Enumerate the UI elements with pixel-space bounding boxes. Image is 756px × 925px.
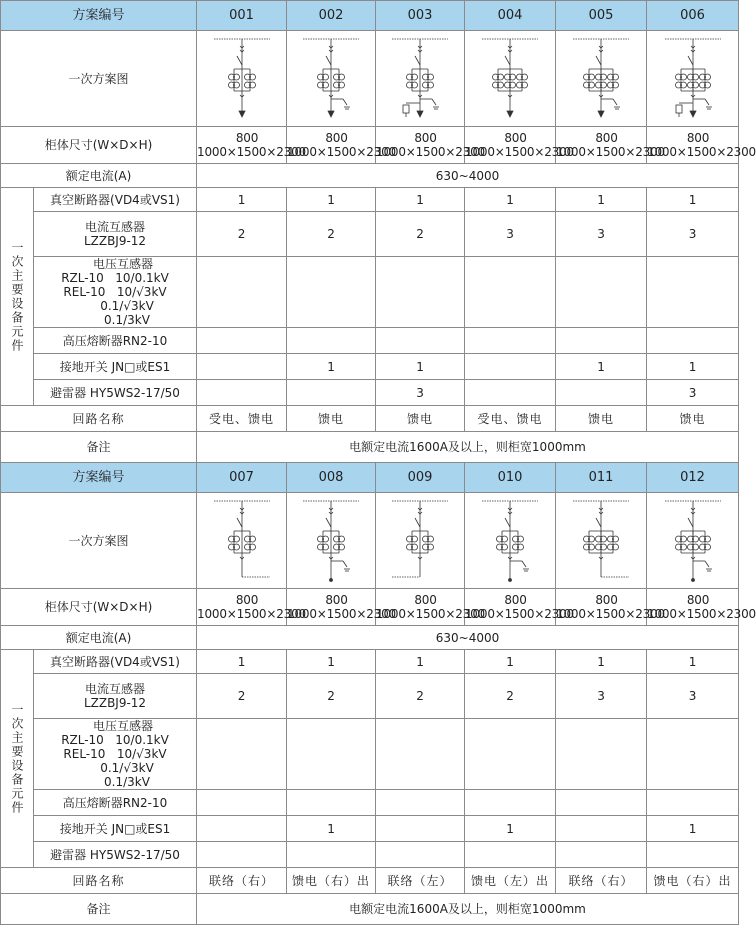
diagram-group: [214, 39, 270, 117]
dimension-wdh: 1000×1500×2300: [287, 145, 396, 159]
ct-qty: 2: [376, 212, 465, 257]
dimension-wdh: 1000×1500×2300: [465, 145, 574, 159]
vcb-qty: 1: [556, 188, 647, 212]
arrester-qty: [376, 842, 465, 868]
vt-qty: [197, 719, 287, 790]
diagram-svg: [212, 497, 272, 585]
fuse-qty: [647, 328, 739, 354]
earthing-switch-qty: [197, 816, 287, 842]
dimension-wdh: 1000×1500×2300: [465, 607, 574, 621]
circuit-name: 馈电（左）出: [465, 868, 556, 894]
fuse-qty: [556, 790, 647, 816]
vt-qty: [287, 257, 376, 328]
cabinet-dimension: [376, 589, 485, 626]
diagram-svg: [663, 497, 723, 585]
dimension-wdh: 1000×1500×2300: [556, 145, 665, 159]
outgoing-arrow: [598, 111, 604, 117]
circuit-name: 馈电（右）出: [287, 868, 376, 894]
fuse-row: [1, 790, 739, 816]
earthing-switch-qty: 1: [287, 816, 376, 842]
earthing-switch-blade: [705, 561, 709, 567]
vcb-qty: 1: [647, 650, 739, 674]
fuse-qty: [647, 790, 739, 816]
arrester-qty: [287, 380, 376, 406]
ct-qty: 2: [287, 212, 376, 257]
ct-qty: 3: [556, 674, 647, 719]
vt-qty: [647, 257, 739, 328]
vcb-qty: 1: [465, 188, 556, 212]
vcb-label: 真空断路器(VD4或VS1): [34, 188, 197, 212]
circuit-name: 联络（左）: [376, 868, 465, 894]
scheme-number: 004: [465, 1, 556, 31]
ct-label: [34, 212, 197, 257]
rated-current-value: 630~4000: [197, 626, 739, 650]
cabinet-dimension: [647, 127, 756, 164]
single-line-diagram: [287, 31, 376, 127]
ct-qty: 2: [465, 674, 556, 719]
rated-current-row: [1, 626, 739, 650]
vcb-qty: 1: [197, 650, 287, 674]
arrester-qty: [647, 842, 739, 868]
cabinet-dimension: [556, 589, 665, 626]
remark-row: [1, 894, 739, 925]
cabinet-dimension: [465, 127, 574, 164]
outgoing-arrow: [690, 111, 696, 117]
scheme-number: 007: [197, 463, 287, 493]
remark-row: [1, 432, 739, 463]
scheme-number-row: [1, 463, 739, 493]
ct-qty: 2: [197, 674, 287, 719]
vt-qty: [556, 257, 647, 328]
vt-qty: [465, 257, 556, 328]
diagram-group: [303, 39, 359, 117]
dimension-width-alt: 800: [595, 593, 618, 607]
vcb-label: 真空断路器(VD4或VS1): [34, 650, 197, 674]
arrester-label: 避雷器 HY5WS2-17/50: [34, 842, 197, 868]
scheme-number-row: [1, 1, 739, 31]
arrester-row: [1, 380, 739, 406]
breaker-blade: [505, 518, 510, 527]
earthing-switch-blade: [432, 99, 436, 105]
earthing-switch-qty: 1: [287, 354, 376, 380]
single-line-diagram: [376, 493, 465, 589]
arrester-qty: [287, 842, 376, 868]
vcb-qty: 1: [556, 650, 647, 674]
cabinet-dimension: [197, 589, 306, 626]
diagram-group: [665, 501, 721, 582]
dimension-wdh: 1000×1500×2300: [647, 145, 756, 159]
arrester-qty: 3: [647, 380, 739, 406]
arrester-qty: [556, 380, 647, 406]
fuse-row: [1, 328, 739, 354]
circuit-name: 馈电: [647, 406, 739, 432]
diagram-svg: [212, 35, 272, 123]
circuit-name: 受电、馈电: [197, 406, 287, 432]
earthing-switch-blade: [522, 561, 526, 567]
fuse-qty: [465, 790, 556, 816]
vcb-qty: 1: [287, 650, 376, 674]
cabinet-dimension: [556, 127, 665, 164]
scheme-number: 009: [376, 463, 465, 493]
earthing-switch-label: 接地开关 JN□或ES1: [34, 354, 197, 380]
circuit-name-label: 回路名称: [1, 868, 197, 894]
dimension-width-alt: 800: [414, 593, 437, 607]
circuit-name: 馈电: [287, 406, 376, 432]
remark-label: 备注: [1, 894, 197, 925]
single-line-diagram: [556, 31, 647, 127]
dimension-width-alt: 800: [686, 131, 710, 145]
breaker-blade: [326, 56, 331, 65]
circuit-name: 馈电（右）出: [647, 868, 739, 894]
fuse-qty: [287, 790, 376, 816]
diagram-svg: [571, 35, 631, 123]
diagram-group: [303, 501, 359, 582]
diagram-group: [665, 39, 721, 117]
diagram-group: [392, 501, 448, 577]
arrester-qty: 3: [376, 380, 465, 406]
dimension-width-alt: 800: [325, 593, 348, 607]
single-line-diagram: [197, 493, 287, 589]
arrester-row: [1, 842, 739, 868]
diagram-svg: [663, 35, 723, 123]
single-line-diagram: [376, 31, 465, 127]
ct-qty: 3: [647, 212, 739, 257]
vt-label-line: RZL-10 10/0.1kV: [61, 271, 169, 285]
breaker-blade: [596, 518, 601, 527]
scheme-number: 006: [647, 1, 739, 31]
single-line-diagram: [465, 493, 556, 589]
earthing-switch-blade: [705, 99, 709, 105]
arrester-qty: [556, 842, 647, 868]
ct-label-model: LZZBJ9-12: [83, 234, 147, 248]
ct-qty: 3: [556, 212, 647, 257]
diagram-group: [392, 39, 448, 117]
earthing-switch-row: [1, 816, 739, 842]
breaker-blade: [505, 56, 510, 65]
diagram-label: 一次方案图: [1, 31, 197, 127]
arrester-qty: [197, 842, 287, 868]
earthing-switch-qty: [376, 816, 465, 842]
earthing-switch-qty: [465, 354, 556, 380]
circuit-name: 馈电: [556, 406, 647, 432]
equipment-group-label: 一次主要设备元件: [1, 650, 34, 868]
circuit-name: 受电、馈电: [465, 406, 556, 432]
ct-label-model: LZZBJ9-12: [83, 696, 147, 710]
ct-qty: 2: [197, 212, 287, 257]
dimension-width-alt: 800: [235, 131, 259, 145]
vcb-qty: 1: [376, 650, 465, 674]
vt-row: [1, 257, 739, 328]
vt-row: [1, 719, 739, 790]
dimension-width-alt: 800: [504, 593, 527, 607]
dimension-width-alt: 800: [595, 131, 618, 145]
fuse-qty: [287, 328, 376, 354]
arrester-body: [676, 105, 682, 113]
vcb-qty: 1: [647, 188, 739, 212]
scheme-number: 005: [556, 1, 647, 31]
dimension-label: 柜体尺寸(W×D×H): [1, 127, 197, 164]
earthing-switch-label: 接地开关 JN□或ES1: [34, 816, 197, 842]
dimension-wdh: 1000×1500×2300: [376, 607, 485, 621]
diagram-group: [573, 39, 629, 117]
breaker-blade: [415, 518, 420, 527]
fuse-qty: [556, 328, 647, 354]
ct-row: [1, 674, 739, 719]
ct-qty: 2: [376, 674, 465, 719]
fuse-label: 高压熔断器RN2-10: [34, 790, 197, 816]
outgoing-arrow: [417, 111, 423, 117]
vt-label-line: 电压互感器: [93, 719, 154, 733]
dimension-row: [1, 589, 739, 626]
dimension-width-alt: 800: [414, 131, 437, 145]
earthing-switch-qty: 1: [647, 354, 739, 380]
vcb-qty: 1: [376, 188, 465, 212]
diagram-svg: [571, 497, 631, 585]
scheme-number: 002: [287, 1, 376, 31]
dimension-width-alt: 800: [686, 593, 710, 607]
single-line-diagram: [287, 493, 376, 589]
cable-terminal: [509, 578, 512, 581]
single-line-diagram: [556, 493, 647, 589]
earthing-switch-blade: [613, 99, 617, 105]
earthing-switch-blade: [343, 99, 347, 105]
vt-label-line: REL-10 10/√3kV: [63, 285, 167, 299]
vt-label-line: RZL-10 10/0.1kV: [61, 733, 169, 747]
breaker-blade: [596, 56, 601, 65]
vt-qty: [376, 257, 465, 328]
rated-current-label: 额定电流(A): [1, 164, 197, 188]
arrester-body: [403, 105, 409, 113]
circuit-name-row: [1, 868, 739, 894]
diagram-group: [214, 501, 270, 577]
scheme-number: 008: [287, 463, 376, 493]
earthing-switch-qty: 1: [647, 816, 739, 842]
diagram-group: [482, 501, 538, 582]
earthing-switch-qty: 1: [556, 354, 647, 380]
dimension-wdh: 1000×1500×2300: [376, 145, 485, 159]
ct-label-name: 电流互感器: [85, 220, 146, 234]
outgoing-arrow: [507, 111, 513, 117]
circuit-name-row: [1, 406, 739, 432]
dimension-row: [1, 127, 739, 164]
breaker-blade: [326, 518, 331, 527]
earthing-switch-qty: [556, 816, 647, 842]
outgoing-arrow: [239, 111, 245, 117]
cable-terminal: [330, 578, 333, 581]
diagram-svg: [480, 497, 540, 585]
earthing-switch-blade: [343, 561, 347, 567]
circuit-name: 联络（右）: [197, 868, 287, 894]
vcb-qty: 1: [287, 188, 376, 212]
arrester-label: 避雷器 HY5WS2-17/50: [34, 380, 197, 406]
diagram-row: [1, 31, 739, 127]
remark-text: 电额定电流1600A及以上，则柜宽1000mm: [197, 432, 739, 463]
scheme-number: 011: [556, 463, 647, 493]
dimension-width-alt: 800: [504, 131, 527, 145]
scheme-number-label: 方案编号: [1, 1, 197, 31]
arrester-qty: [197, 380, 287, 406]
diagram-svg: [390, 35, 450, 123]
vt-label-line: 电压互感器: [93, 257, 154, 271]
scheme-number: 001: [197, 1, 287, 31]
cabinet-dimension: [376, 127, 485, 164]
earthing-switch-qty: [197, 354, 287, 380]
diagram-svg: [301, 497, 361, 585]
fuse-qty: [376, 328, 465, 354]
dimension-width-alt: 800: [325, 131, 348, 145]
arrester-qty: [465, 842, 556, 868]
remark-text: 电额定电流1600A及以上，则柜宽1000mm: [197, 894, 739, 925]
dimension-wdh: 1000×1500×2300: [556, 607, 665, 621]
breaker-blade: [237, 518, 242, 527]
fuse-label: 高压熔断器RN2-10: [34, 328, 197, 354]
cabinet-dimension: [287, 127, 396, 164]
cabinet-dimension: [197, 127, 306, 164]
diagram-group: [482, 39, 538, 117]
single-line-diagram: [647, 31, 739, 127]
earthing-switch-qty: 1: [376, 354, 465, 380]
circuit-name: 馈电: [376, 406, 465, 432]
scheme-number: 010: [465, 463, 556, 493]
ct-qty: 3: [647, 674, 739, 719]
arrester-qty: [465, 380, 556, 406]
outgoing-arrow: [328, 111, 334, 117]
ct-row: [1, 212, 739, 257]
ct-qty: 2: [287, 674, 376, 719]
ct-label: [34, 674, 197, 719]
single-line-diagram: [465, 31, 556, 127]
vt-qty: [465, 719, 556, 790]
circuit-name-label: 回路名称: [1, 406, 197, 432]
earthing-switch-row: [1, 354, 739, 380]
ct-label-name: 电流互感器: [85, 682, 146, 696]
vcb-qty: 1: [465, 650, 556, 674]
fuse-qty: [376, 790, 465, 816]
vt-label: [34, 719, 197, 790]
cabinet-dimension: [465, 589, 574, 626]
vt-qty: [287, 719, 376, 790]
breaker-blade: [688, 518, 693, 527]
earthing-switch-qty: 1: [465, 816, 556, 842]
ct-qty: 3: [465, 212, 556, 257]
vcb-row: [1, 650, 739, 674]
vt-label-line: 0.1/√3kV: [100, 761, 154, 775]
vt-label-line: 0.1/√3kV: [100, 299, 154, 313]
rated-current-row: [1, 164, 739, 188]
breaker-blade: [415, 56, 420, 65]
equipment-group-label: 一次主要设备元件: [1, 188, 34, 406]
cable-terminal: [691, 578, 694, 581]
dimension-wdh: 1000×1500×2300: [197, 145, 306, 159]
scheme-number-label: 方案编号: [1, 463, 197, 493]
vt-label-line: 0.1/3kV: [104, 775, 150, 789]
dimension-wdh: 1000×1500×2300: [197, 607, 306, 621]
dimension-wdh: 1000×1500×2300: [647, 607, 756, 621]
vt-qty: [556, 719, 647, 790]
vt-qty: [197, 257, 287, 328]
diagram-svg: [301, 35, 361, 123]
diagram-label: 一次方案图: [1, 493, 197, 589]
fuse-qty: [197, 328, 287, 354]
scheme-number: 012: [647, 463, 739, 493]
vcb-qty: 1: [197, 188, 287, 212]
scheme-number: 003: [376, 1, 465, 31]
vt-label: [34, 257, 197, 328]
rated-current-value: 630~4000: [197, 164, 739, 188]
diagram-svg: [480, 35, 540, 123]
vcb-row: [1, 188, 739, 212]
circuit-name: 联络（右）: [556, 868, 647, 894]
vt-qty: [647, 719, 739, 790]
cabinet-dimension: [287, 589, 396, 626]
fuse-qty: [465, 328, 556, 354]
diagram-svg: [390, 497, 450, 585]
breaker-blade: [237, 56, 242, 65]
vt-label-line: REL-10 10/√3kV: [63, 747, 167, 761]
cabinet-dimension: [647, 589, 756, 626]
single-line-diagram: [197, 31, 287, 127]
rated-current-label: 额定电流(A): [1, 626, 197, 650]
dimension-wdh: 1000×1500×2300: [287, 607, 396, 621]
diagram-row: [1, 493, 739, 589]
remark-label: 备注: [1, 432, 197, 463]
breaker-blade: [688, 56, 693, 65]
vt-label-line: 0.1/3kV: [104, 313, 150, 327]
single-line-diagram: [647, 493, 739, 589]
fuse-qty: [197, 790, 287, 816]
vt-qty: [376, 719, 465, 790]
diagram-group: [573, 501, 629, 577]
dimension-width-alt: 800: [235, 593, 259, 607]
dimension-label: 柜体尺寸(W×D×H): [1, 589, 197, 626]
